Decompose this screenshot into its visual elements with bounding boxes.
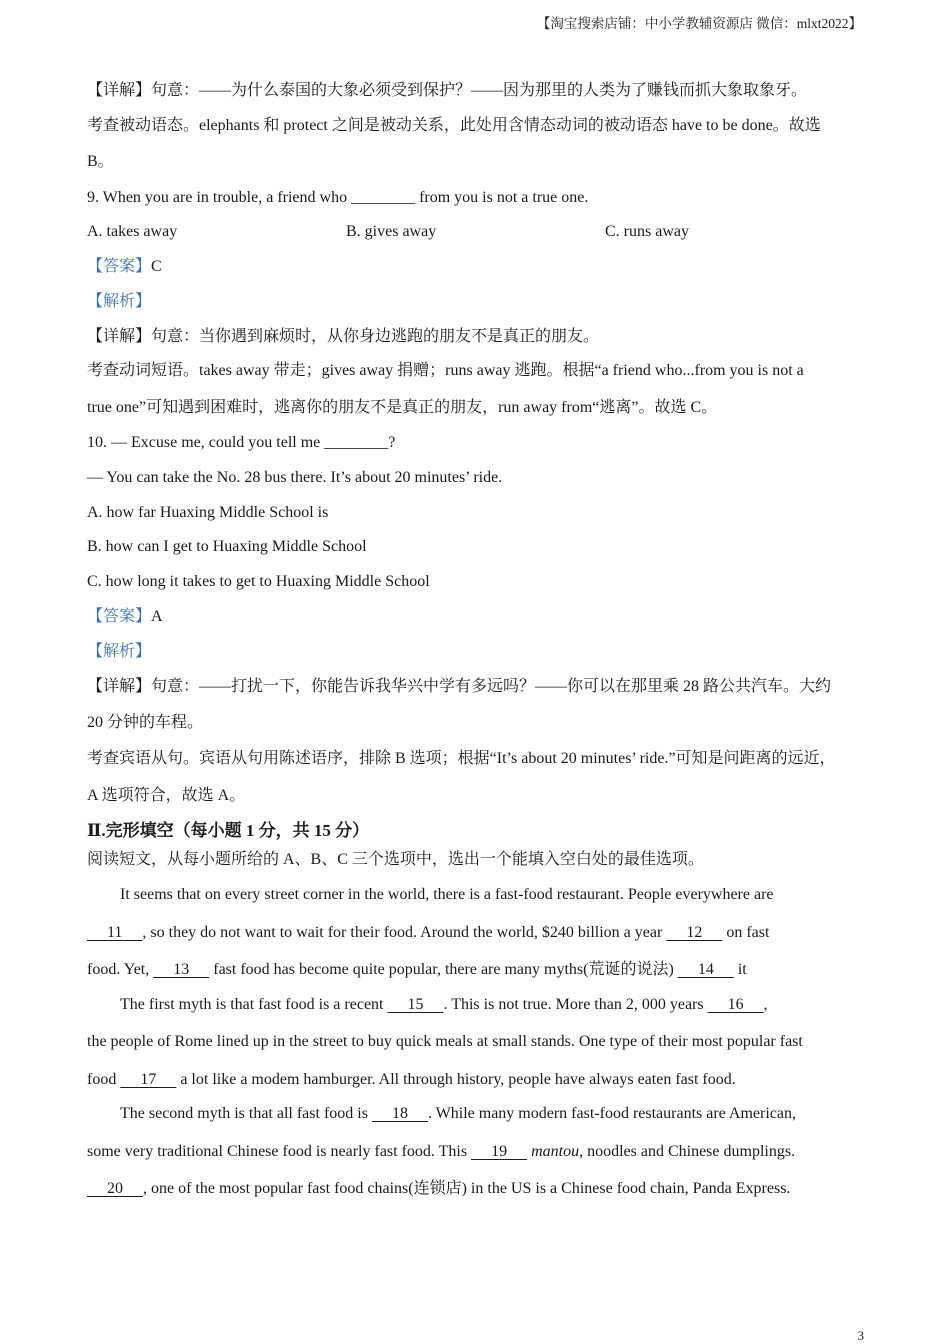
blank-18[interactable]: 18 xyxy=(371,1105,428,1122)
passage-text: The first myth is that fast food is a recent xyxy=(120,996,388,1013)
blank-20[interactable]: 20 xyxy=(87,1180,143,1197)
passage-text: . While many modern fast-food restaurants are American, xyxy=(427,1105,796,1122)
q10-reply: — You can take the No. 28 bus there. It’s about 20 minutes’ ride. xyxy=(87,469,503,486)
passage-text: fast food has become quite popular, there are many myths(荒诞的说法) xyxy=(209,961,678,978)
section-title: Ⅱ.完形填空（每小题 1 分，共 15 分） xyxy=(87,821,370,840)
q10-option-b: B. how can I get to Huaxing Middle School xyxy=(87,538,367,555)
q9-detail: 【详解】句意：当你遇到麻烦时，从你身边逃跑的朋友不是真正的朋友。 xyxy=(87,328,600,345)
passage-text: food xyxy=(87,1071,121,1088)
passage-text: , xyxy=(763,996,768,1013)
passage-text: food. Yet, xyxy=(87,961,154,978)
blank-12[interactable]: 12 xyxy=(666,924,723,941)
passage-line-6 xyxy=(87,1070,736,1090)
q9-answer xyxy=(87,257,162,277)
q9-explain-1: 考查动词短语。takes away 带走；gives away 捐赠；runs away 逃跑。根据“a friend who...from you is not a xyxy=(87,362,804,379)
q10-explain-1: 考查宾语从句。宾语从句用陈述语序，排除 B 选项；根据“It’s about 20 minutes’ ride.”可知是问距离的远近， xyxy=(87,750,836,767)
q9-explain-2: true one”可知遇到困难时，逃离你的朋友不是真正的朋友，run away from“逃离”。故选 C。 xyxy=(87,399,718,416)
q10-analysis-label: 【解析】 xyxy=(87,643,152,660)
passage-line-9 xyxy=(87,1179,790,1199)
passage-line-1: It seems that on every street corner in the world, there is a fast-food restaurant. People everywhere are xyxy=(120,886,774,903)
q9-option-c: C. runs away xyxy=(605,223,689,240)
passage-text: on fast xyxy=(722,924,770,941)
passage-line-7 xyxy=(120,1104,796,1124)
q8-explain-1: 考查被动语态。elephants 和 protect 之间是被动关系，此处用含情态动词的被动语态 have to be done。故选 xyxy=(87,117,821,134)
page-header: 【淘宝搜索店铺：中小学教辅资源店 微信：mlxt2022】 xyxy=(536,16,862,31)
q8-detail: 【详解】句意：——为什么泰国的大象必须受到保护？——因为那里的人类为了赚钱而抓大象取象牙。 xyxy=(87,82,808,99)
answer-value: A xyxy=(151,608,163,625)
passage-text: , one of the most popular fast food chains(连锁店) in the US is a Chinese food chain, Panda Express. xyxy=(143,1180,791,1197)
blank-19[interactable]: 19 xyxy=(471,1143,528,1160)
blank-13[interactable]: 13 xyxy=(153,961,210,978)
passage-text: , so they do not want to wait for their food. Around the world, $240 billion a year xyxy=(142,924,667,941)
blank-11[interactable]: 11 xyxy=(87,924,143,941)
q10-detail-2: 20 分钟的车程。 xyxy=(87,714,204,731)
passage-text: some very traditional Chinese food is nearly fast food. This xyxy=(87,1143,472,1160)
passage-text: The second myth is that all fast food is xyxy=(120,1105,372,1122)
passage-line-4 xyxy=(120,995,768,1015)
passage-text: a lot like a modem hamburger. All through history, people have always eaten fast food. xyxy=(176,1071,736,1088)
q10-explain-2: A 选项符合，故选 A。 xyxy=(87,787,246,804)
passage-text: , noodles and Chinese dumplings. xyxy=(579,1143,796,1160)
page-number: 3 xyxy=(857,1328,864,1343)
q10-option-a: A. how far Huaxing Middle School is xyxy=(87,504,329,521)
q9-option-b: B. gives away xyxy=(346,223,437,240)
passage-line-8 xyxy=(87,1142,795,1162)
answer-label: 【答案】 xyxy=(87,258,152,275)
passage-text: . This is not true. More than 2, 000 years xyxy=(443,996,708,1013)
q9-question: 9. When you are in trouble, a friend who ________ from you is not a true one. xyxy=(87,189,589,206)
passage-line-5: the people of Rome lined up in the street to buy quick meals at small stands. One type of their most popular fast xyxy=(87,1033,803,1050)
answer-value: C xyxy=(151,258,162,275)
passage-line-2 xyxy=(87,923,769,943)
blank-16[interactable]: 16 xyxy=(707,996,764,1013)
q9-option-a: A. takes away xyxy=(87,223,178,240)
q10-question: 10. — Excuse me, could you tell me ________? xyxy=(87,434,396,451)
q10-option-c: C. how long it takes to get to Huaxing Middle School xyxy=(87,573,430,590)
passage-text: it xyxy=(733,961,747,978)
blank-17[interactable]: 17 xyxy=(120,1071,177,1088)
passage-line-3 xyxy=(87,960,747,980)
blank-14[interactable]: 14 xyxy=(677,961,734,978)
q10-detail-1: 【详解】句意：——打扰一下，你能告诉我华兴中学有多远吗？——你可以在那里乘 28 路公共汽车。大约 xyxy=(87,678,832,695)
q10-answer xyxy=(87,607,163,627)
answer-label: 【答案】 xyxy=(87,608,152,625)
q8-explain-2: B。 xyxy=(87,153,114,170)
section-instruction: 阅读短文，从每小题所给的 A、B、C 三个选项中，选出一个能填入空白处的最佳选项。 xyxy=(87,851,704,868)
blank-15[interactable]: 15 xyxy=(387,996,444,1013)
q9-analysis-label: 【解析】 xyxy=(87,293,152,310)
passage-italic-word: mantou xyxy=(531,1143,580,1160)
